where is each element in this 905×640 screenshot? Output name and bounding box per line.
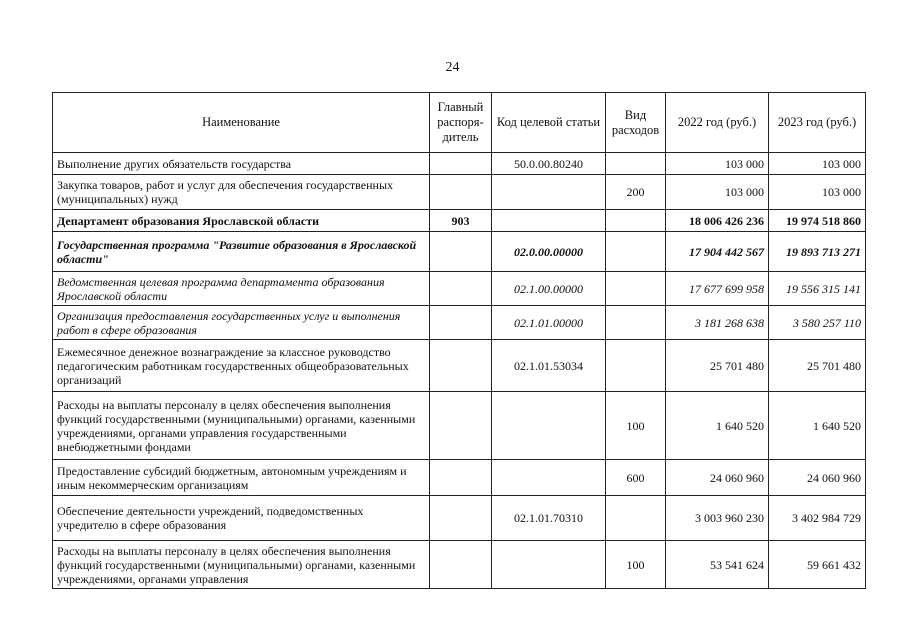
cell-type: 100 — [606, 541, 666, 589]
cell-y2022: 3 181 268 638 — [666, 306, 769, 340]
cell-y2023: 59 661 432 — [769, 541, 866, 589]
cell-y2022: 103 000 — [666, 175, 769, 210]
cell-name: Расходы на выплаты персоналу в целях обеспечения выполнения функций государственными (муниципальными) органами, казенными учреждениями, органами управления — [53, 541, 430, 589]
cell-name: Ведомственная целевая программа департамента образования Ярославской области — [53, 272, 430, 306]
table-row — [53, 392, 866, 460]
header-2022: 2022 год (руб.) — [666, 93, 769, 153]
header-name: Наименование — [53, 93, 430, 153]
header-type: Вид расходов — [606, 93, 666, 153]
cell-code — [492, 392, 606, 460]
cell-admin — [430, 272, 492, 306]
page-number: 24 — [445, 60, 460, 75]
cell-type: 100 — [606, 392, 666, 460]
cell-y2022: 3 003 960 230 — [666, 496, 769, 541]
table-row — [53, 340, 866, 392]
cell-code: 02.1.01.53034 — [492, 340, 606, 392]
cell-y2022: 53 541 624 — [666, 541, 769, 589]
cell-y2023: 24 060 960 — [769, 460, 866, 496]
cell-admin — [430, 306, 492, 340]
cell-type — [606, 272, 666, 306]
cell-y2022: 24 060 960 — [666, 460, 769, 496]
cell-code — [492, 460, 606, 496]
cell-type — [606, 232, 666, 272]
cell-y2023: 3 402 984 729 — [769, 496, 866, 541]
cell-y2023: 19 893 713 271 — [769, 232, 866, 272]
cell-code: 02.1.01.70310 — [492, 496, 606, 541]
cell-code: 50.0.00.80240 — [492, 153, 606, 175]
cell-code — [492, 210, 606, 232]
cell-y2023: 103 000 — [769, 175, 866, 210]
table-row — [53, 232, 866, 272]
cell-name: Расходы на выплаты персоналу в целях обеспечения выполнения функций государственными (муниципальными) органами, казенными учреждениями, органами управления государственными внебюджетными фондами — [53, 392, 430, 460]
table-row — [53, 175, 866, 210]
cell-code: 02.1.00.00000 — [492, 272, 606, 306]
cell-type — [606, 306, 666, 340]
cell-admin — [430, 460, 492, 496]
cell-name: Выполнение других обязательств государства — [53, 153, 430, 175]
cell-y2023: 1 640 520 — [769, 392, 866, 460]
cell-name: Государственная программа "Развитие образования в Ярославской области" — [53, 232, 430, 272]
cell-admin — [430, 541, 492, 589]
header-admin: Главный распоря-дитель — [430, 93, 492, 153]
cell-y2022: 17 904 442 567 — [666, 232, 769, 272]
cell-admin — [430, 340, 492, 392]
cell-type — [606, 153, 666, 175]
cell-type: 600 — [606, 460, 666, 496]
table-body — [53, 153, 866, 589]
cell-y2023: 3 580 257 110 — [769, 306, 866, 340]
cell-code: 02.0.00.00000 — [492, 232, 606, 272]
cell-y2022: 1 640 520 — [666, 392, 769, 460]
cell-type — [606, 496, 666, 541]
cell-admin — [430, 496, 492, 541]
header-code: Код целевой статьи — [492, 93, 606, 153]
cell-y2023: 103 000 — [769, 153, 866, 175]
cell-y2023: 25 701 480 — [769, 340, 866, 392]
table-row — [53, 541, 866, 589]
table-row — [53, 496, 866, 541]
cell-type — [606, 340, 666, 392]
cell-admin — [430, 232, 492, 272]
cell-type: 200 — [606, 175, 666, 210]
cell-type — [606, 210, 666, 232]
table-row — [53, 210, 866, 232]
cell-y2022: 25 701 480 — [666, 340, 769, 392]
cell-admin: 903 — [430, 210, 492, 232]
cell-name: Организация предоставления государственных услуг и выполнения работ в сфере образования — [53, 306, 430, 340]
cell-y2022: 18 006 426 236 — [666, 210, 769, 232]
cell-y2023: 19 974 518 860 — [769, 210, 866, 232]
cell-name: Предоставление субсидий бюджетным, автономным учреждениям и иным некоммерческим организациям — [53, 460, 430, 496]
table-row — [53, 272, 866, 306]
table-header-row — [53, 93, 866, 153]
cell-admin — [430, 392, 492, 460]
cell-admin — [430, 153, 492, 175]
table-row — [53, 153, 866, 175]
cell-code: 02.1.01.00000 — [492, 306, 606, 340]
cell-y2022: 17 677 699 958 — [666, 272, 769, 306]
table-row — [53, 306, 866, 340]
cell-code — [492, 175, 606, 210]
table-row — [53, 460, 866, 496]
cell-y2022: 103 000 — [666, 153, 769, 175]
cell-y2023: 19 556 315 141 — [769, 272, 866, 306]
cell-name: Департамент образования Ярославской области — [53, 210, 430, 232]
budget-table — [52, 92, 866, 589]
cell-admin — [430, 175, 492, 210]
cell-code — [492, 541, 606, 589]
cell-name: Обеспечение деятельности учреждений, подведомственных учредителю в сфере образования — [53, 496, 430, 541]
cell-name: Закупка товаров, работ и услуг для обеспечения государственных (муниципальных) нужд — [53, 175, 430, 210]
cell-name: Ежемесячное денежное вознаграждение за классное руководство педагогическим работникам государственных общеобразовательных организаций — [53, 340, 430, 392]
header-2023: 2023 год (руб.) — [769, 93, 866, 153]
